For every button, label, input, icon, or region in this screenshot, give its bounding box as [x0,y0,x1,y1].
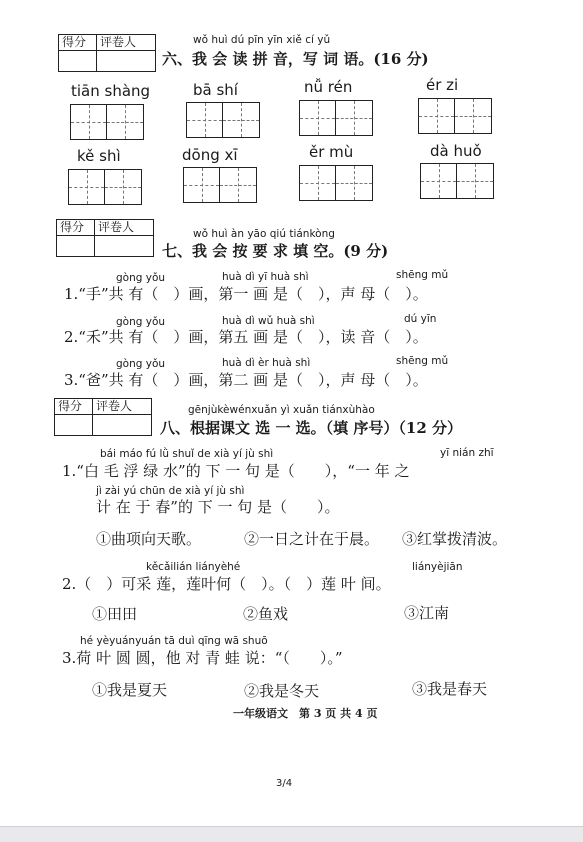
word-pinyin: ér zi [426,76,459,94]
choice-question-2: 2.（ ）可采 莲，莲叶何（ ）。（ ）莲 叶 间。 [62,575,391,593]
score-box-6 [58,34,156,72]
pinyin: jì zài yú chūn de xià yí jù shì [96,485,245,497]
choice-question-1-line1: 1.“白 毛 浮 绿 水”的 下 一 句 是（ ），“一 年 之 [62,462,410,480]
pinyin: huà dì yī huà shì [222,271,309,283]
pinyin: gòng yǒu [116,316,166,328]
word-pinyin: ěr mù [309,143,354,161]
pinyin: huà dì èr huà shì [222,357,311,369]
fill-question: 3.“爸”共 有（ ）画，第二 画 是（ ），声 母（ ）。 [64,371,428,389]
score-box-7 [56,219,154,257]
score-label: 得分 [55,399,93,415]
choice-question-3: 3.荷 叶 圆 圆，他 对 青 蛙 说：“（ ）。” [62,649,343,667]
score-box-8 [54,398,152,436]
writing-grid[interactable] [183,167,257,203]
option: ③红掌拨清波。 [402,530,508,548]
word-pinyin: kě shì [77,147,121,165]
page-footer: 一年级语文 第 3 页 共 4 页 [233,707,378,720]
writing-grid[interactable] [299,100,373,136]
pinyin: gòng yǒu [116,272,166,284]
pinyin: gòng yǒu [116,358,166,370]
writing-grid[interactable] [418,98,492,134]
score-label: 得分 [59,35,97,51]
pinyin: shēng mǔ [396,355,449,367]
option: ②一日之计在于晨。 [244,530,380,548]
option: ②鱼戏 [243,605,289,623]
pinyin: hé yèyuányuán tā duì qīng wā shuō [80,635,268,647]
word-pinyin: bā shí [193,81,238,99]
word-pinyin: tiān shàng [71,82,151,100]
score-label: 得分 [57,220,95,236]
page-indicator: 3/4 [276,778,293,789]
pinyin: yī nián zhī [440,447,494,459]
writing-grid[interactable] [186,102,260,138]
writing-grid[interactable] [420,163,494,199]
writing-grid[interactable] [68,169,142,205]
option: ③江南 [404,604,450,622]
option: ①我是夏天 [92,681,168,699]
pinyin: bái máo fú lǜ shuǐ de xià yí jù shì [100,448,274,460]
section8-heading: 八、根据课文 选 一 选。（填 序号）（12 分） [160,419,462,437]
grader-label: 评卷人 [95,220,153,236]
section8-heading-pinyin: gēnjùkèwénxuǎn yì xuǎn tiánxùhào [188,404,375,416]
pinyin: dú yīn [404,313,437,325]
pinyin: shēng mǔ [396,269,449,281]
fill-question: 2.“禾”共 有（ ）画，第五 画 是（ ），读 音（ ）。 [64,328,428,346]
grader-label: 评卷人 [93,399,151,415]
option: ③我是春天 [412,680,488,698]
section7-heading-pinyin: wǒ huì àn yāo qiú tiánkòng [193,228,335,240]
option: ①田田 [92,605,138,623]
writing-grid[interactable] [70,104,144,140]
option: ①曲项向天歌。 [96,530,202,548]
pinyin: kěcǎilián liányèhé [146,561,241,573]
pinyin: liányèjiān [412,561,463,573]
word-pinyin: nǚ rén [304,78,353,96]
viewer-scrollbar[interactable] [0,826,583,842]
word-pinyin: dà huǒ [430,142,482,160]
fill-question: 1.“手”共 有（ ）画，第一 画 是（ ），声 母（ ）。 [64,285,428,303]
pinyin: huà dì wǔ huà shì [222,315,315,327]
writing-grid[interactable] [299,165,373,201]
option: ②我是冬天 [244,682,320,700]
section7-heading: 七、我 会 按 要 求 填 空。(9 分) [162,242,389,260]
choice-question-1-line2: 计 在 于 春”的 下 一 句 是（ ）。 [96,498,340,516]
section6-heading-pinyin: wǒ huì dú pīn yīn xiě cí yǔ [193,34,331,46]
section6-heading: 六、我 会 读 拼 音，写 词 语。(16 分) [162,50,429,68]
grader-label: 评卷人 [97,35,155,51]
word-pinyin: dōng xī [182,146,238,164]
